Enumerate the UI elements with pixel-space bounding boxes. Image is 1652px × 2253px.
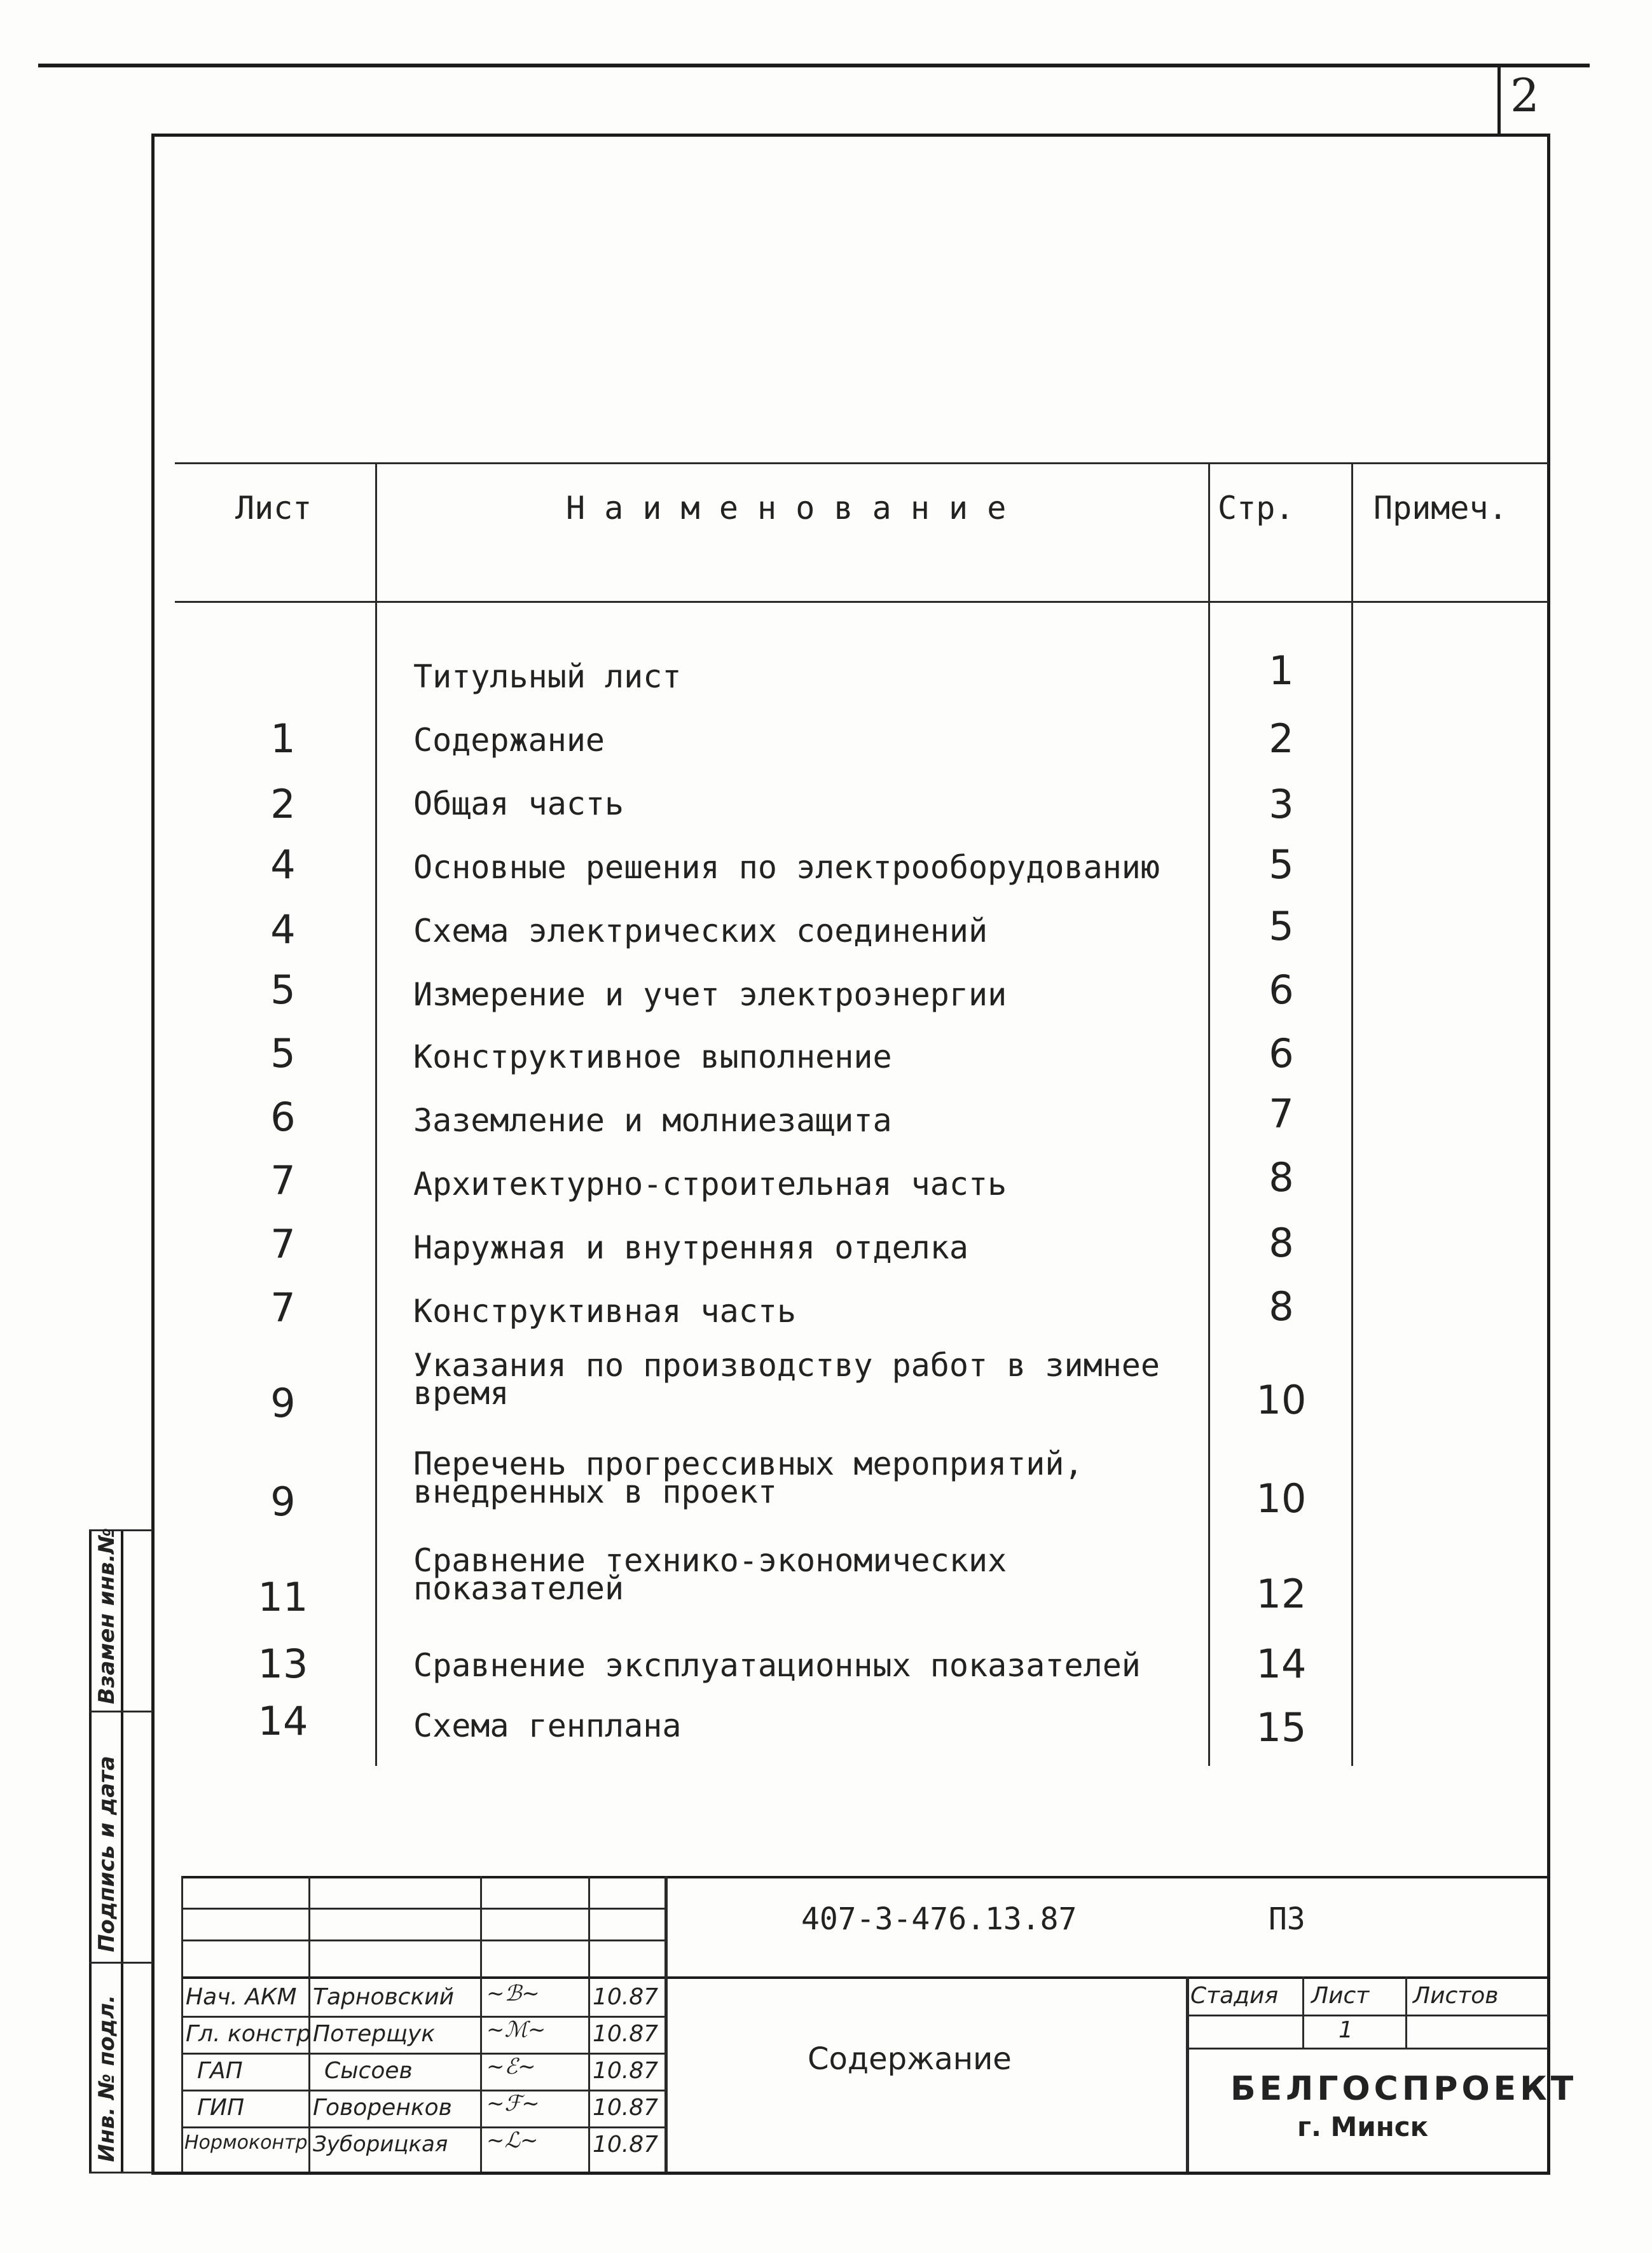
row-title: Архитектурно-строительная часть	[413, 1166, 1007, 1202]
stamp-blank-row-2	[181, 1940, 664, 1941]
stamp-blank-row-1	[181, 1908, 664, 1910]
side-divider-1	[89, 1711, 153, 1712]
column-divider-sheet	[375, 462, 377, 1766]
column-divider-page	[1351, 462, 1353, 1766]
signer-name: Зуборицкая	[313, 2132, 448, 2157]
side-divider-2	[89, 1962, 153, 1964]
row-title: Перечень прогрессивных мероприятий, внедренных в проект	[413, 1445, 1084, 1510]
signer-role: Гл. констр	[186, 2021, 311, 2047]
header-sheet: Лист	[235, 490, 312, 527]
row-sheet: 7	[270, 1221, 296, 1267]
table-top-line	[175, 462, 1548, 464]
signer-row-line-3	[181, 2090, 664, 2091]
row-sheet: 13	[258, 1641, 308, 1687]
side-strip-bottom	[89, 2172, 153, 2174]
row-title: Сравнение эксплуатационных показателей	[413, 1647, 1141, 1684]
signer-role: Нач. АКМ	[186, 1984, 297, 2010]
stamp-col-2	[480, 1876, 482, 2172]
row-title: Конструктивное выполнение	[413, 1038, 892, 1075]
row-sheet: 6	[270, 1094, 296, 1140]
signer-date: 10.87	[593, 2132, 659, 2158]
row-page: 14	[1256, 1641, 1307, 1687]
row-title: Указания по производству работ в зимнее время	[413, 1347, 1160, 1412]
row-sheet: 14	[258, 1698, 308, 1744]
stamp-col-4	[664, 1876, 668, 2172]
row-page: 5	[1269, 841, 1294, 888]
signature: ~ℰ~	[486, 2054, 536, 2079]
row-sheet: 7	[270, 1157, 296, 1204]
row-title: Схема электрических соединений	[413, 913, 988, 949]
signature: ~ℱ~	[486, 2091, 540, 2116]
page-number-box-line	[1497, 64, 1501, 134]
signer-date: 10.87	[593, 2021, 659, 2047]
frame-left	[151, 134, 155, 2175]
row-title: Конструктивная часть	[413, 1293, 797, 1330]
organization: БЕЛГОСПРОЕКТ	[1230, 2070, 1578, 2108]
sheets-label: Листов	[1413, 1983, 1499, 2009]
row-page: 8	[1269, 1154, 1294, 1201]
row-title: Содержание	[413, 722, 605, 759]
row-sheet: 5	[270, 967, 296, 1013]
row-title: Наружная и внутренняя отделка	[413, 1229, 968, 1266]
city: г. Минск	[1297, 2111, 1429, 2142]
side-strip-outer	[89, 1529, 92, 2172]
frame-top	[151, 134, 1550, 137]
row-sheet: 11	[258, 1574, 308, 1620]
inv-no-label: Инв. № подл.	[94, 1994, 120, 2162]
stage-label: Стадия	[1190, 1983, 1279, 2009]
row-page: 10	[1256, 1475, 1307, 1522]
header-name: Н а и м е н о в а н и е	[566, 490, 1007, 527]
row-page: 12	[1256, 1571, 1307, 1617]
stamp-mid	[181, 1976, 1548, 1979]
signer-name: Тарновский	[313, 1984, 455, 2010]
frame-bottom	[151, 2172, 1550, 2175]
stamp-col-5	[1186, 1976, 1189, 2172]
row-title: Заземление и молниезащита	[413, 1102, 892, 1139]
row-page: 8	[1269, 1220, 1294, 1266]
header-note: Примеч.	[1373, 490, 1508, 527]
row-sheet: 4	[270, 841, 296, 888]
signer-date: 10.87	[593, 1984, 659, 2010]
column-divider-name	[1208, 462, 1210, 1766]
stage-col-1	[1302, 1976, 1304, 2048]
frame-right	[1547, 134, 1550, 2175]
row-title: Титульный лист	[413, 658, 682, 695]
row-title: Общая часть	[413, 785, 624, 822]
row-page: 7	[1269, 1091, 1294, 1137]
row-sheet: 7	[270, 1285, 296, 1331]
stamp-col-3	[588, 1876, 590, 2172]
row-title: Сравнение технико-экономических показателей	[413, 1542, 1007, 1607]
signer-role: ГАП	[197, 2058, 243, 2084]
row-sheet: 2	[270, 781, 296, 827]
row-title: Основные решения по электрооборудованию	[413, 849, 1160, 886]
stage-header-line	[1186, 2015, 1548, 2016]
stage-value-line	[1186, 2048, 1548, 2050]
stamp-col-0	[181, 1876, 183, 2172]
row-page: 5	[1269, 903, 1294, 949]
row-page: 1	[1269, 647, 1294, 694]
signer-name: Говоренков	[313, 2095, 452, 2121]
signature: ~ℬ~	[486, 1981, 540, 2006]
row-sheet: 1	[270, 715, 296, 762]
signer-role: Нормоконтр	[184, 2132, 308, 2154]
row-sheet: 9	[270, 1478, 296, 1525]
row-page: 8	[1269, 1283, 1294, 1330]
signer-date: 10.87	[593, 2058, 659, 2084]
signer-row-line-2	[181, 2053, 664, 2055]
doc-type: ПЗ	[1269, 1901, 1305, 1937]
row-page: 3	[1269, 781, 1294, 827]
signer-role: ГИП	[197, 2095, 245, 2121]
signer-row-line-1	[181, 2016, 664, 2018]
header-page: Стр.	[1218, 490, 1295, 527]
row-title: Измерение и учет электроэнергии	[413, 976, 1007, 1013]
table-header-bottom-line	[175, 601, 1548, 603]
side-strip-inner	[121, 1529, 123, 2172]
page-number: 2	[1510, 69, 1539, 122]
row-page: 10	[1256, 1377, 1307, 1423]
sheet-value: 1	[1339, 2017, 1353, 2043]
sheet-title: Содержание	[808, 2041, 1012, 2077]
row-sheet: 5	[270, 1030, 296, 1077]
signer-name: Потерщук	[313, 2021, 436, 2047]
signature: ~ℳ~	[486, 2017, 546, 2043]
row-page: 6	[1269, 1030, 1294, 1077]
replace-inv-label: Взамен инв.№	[94, 1527, 120, 1704]
document-code: 407-3-476.13.87	[801, 1901, 1077, 1937]
sign-date-label: Подпись и дата	[94, 1756, 120, 1952]
row-page: 2	[1269, 715, 1294, 762]
signer-date: 10.87	[593, 2095, 659, 2121]
signer-row-line-4	[181, 2126, 664, 2128]
row-sheet: 9	[270, 1380, 296, 1426]
signer-name: Сысоев	[324, 2058, 413, 2084]
row-sheet: 4	[270, 906, 296, 953]
row-title: Схема генплана	[413, 1707, 682, 1744]
signature: ~ℒ~	[486, 2128, 539, 2153]
stamp-top	[181, 1876, 1548, 1878]
top-edge-line	[38, 64, 1590, 67]
row-page: 15	[1256, 1704, 1307, 1751]
stage-col-2	[1405, 1976, 1407, 2048]
row-page: 6	[1269, 967, 1294, 1013]
sheet-label: Лист	[1311, 1983, 1370, 2009]
